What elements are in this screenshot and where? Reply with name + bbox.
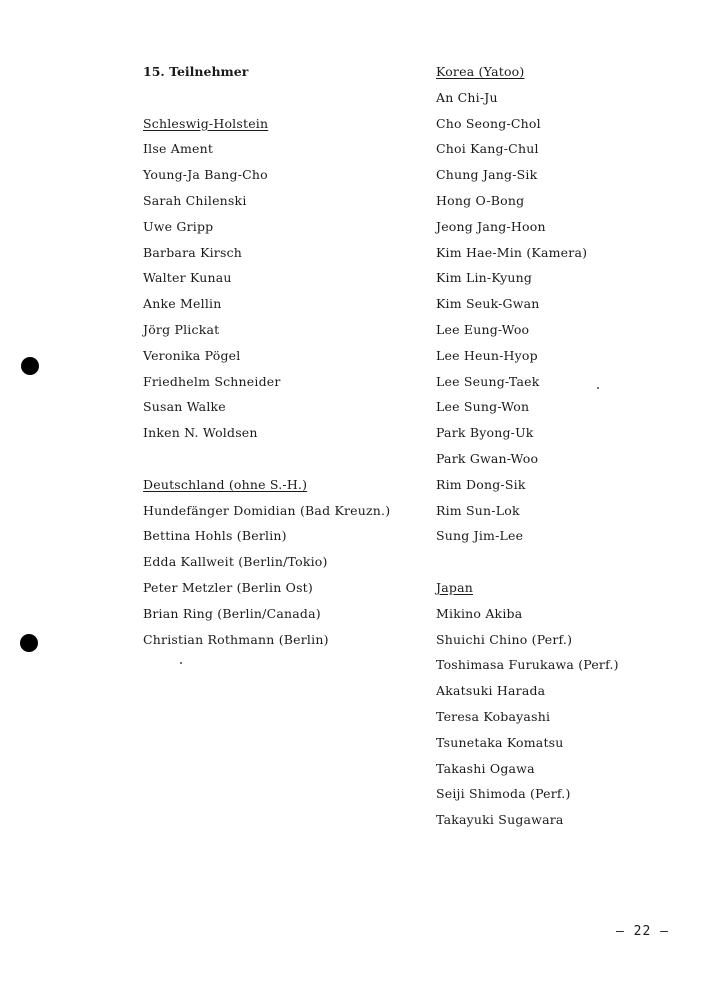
- participant-name: Friedhelm Schneider: [143, 373, 281, 389]
- participant-name: Cho Seong-Chol: [436, 115, 541, 131]
- participant-name: Lee Heun-Hyop: [436, 347, 538, 363]
- participant-name: Veronika Pögel: [143, 347, 241, 363]
- participant-name: Anke Mellin: [143, 296, 222, 312]
- punch-hole: [21, 357, 39, 375]
- participant-name: Jeong Jang-Hoon: [436, 218, 546, 234]
- participant-name: An Chi-Ju: [436, 89, 498, 105]
- participant-name: Hundefänger Domidian (Bad Kreuzn.): [143, 502, 391, 518]
- participant-name: Rim Sun-Lok: [436, 502, 520, 518]
- participant-name: Ilse Ament: [143, 141, 214, 157]
- participant-name: Bettina Hohls (Berlin): [143, 528, 287, 544]
- participant-name: Mikino Akiba: [436, 605, 523, 621]
- participant-name: Choi Kang-Chul: [436, 141, 539, 157]
- spacer: [143, 89, 413, 115]
- scan-speck: [180, 662, 182, 664]
- participant-name: Lee Sung-Won: [436, 399, 530, 415]
- participant-name: Park Gwan-Woo: [436, 450, 539, 466]
- participant-name: Young-Ja Bang-Cho: [143, 167, 268, 183]
- participant-name: Chung Jang-Sik: [436, 167, 538, 183]
- participant-name: Lee Eung-Woo: [436, 321, 530, 337]
- participant-name: Rim Dong-Sik: [436, 476, 526, 492]
- spacer: [436, 553, 696, 579]
- participant-name: Hong O-Bong: [436, 192, 525, 208]
- punch-hole: [20, 634, 38, 652]
- participant-name: Edda Kallweit (Berlin/Tokio): [143, 554, 328, 570]
- spacer: [143, 450, 413, 476]
- participant-name: Toshimasa Furukawa (Perf.): [436, 657, 619, 673]
- participant-name: Susan Walke: [143, 399, 226, 415]
- participant-name: Christian Rothmann (Berlin): [143, 631, 329, 647]
- section-title-korea: Korea (Yatoo): [436, 64, 525, 79]
- page-heading: 15. Teilnehmer: [143, 64, 249, 79]
- participant-name: Sarah Chilenski: [143, 192, 247, 208]
- participant-name: Seiji Shimoda (Perf.): [436, 786, 571, 802]
- participant-name: Park Byong-Uk: [436, 425, 534, 441]
- participant-name: Jörg Plickat: [143, 321, 220, 337]
- participant-name: Barbara Kirsch: [143, 244, 243, 260]
- participant-name: Takayuki Sugawara: [436, 812, 564, 828]
- participant-name: Brian Ring (Berlin/Canada): [143, 605, 321, 621]
- left-column: [143, 63, 413, 656]
- participant-name: Akatsuki Harada: [436, 683, 546, 699]
- participant-name: Takashi Ogawa: [436, 760, 535, 776]
- participant-name: Peter Metzler (Berlin Ost): [143, 579, 313, 595]
- participant-name: Tsunetaka Komatsu: [436, 734, 564, 750]
- participant-name: Inken N. Woldsen: [143, 425, 258, 441]
- participant-name: Kim Lin-Kyung: [436, 270, 533, 286]
- participant-name: Teresa Kobayashi: [436, 708, 551, 724]
- participant-name: Uwe Gripp: [143, 218, 214, 234]
- section-title-japan: Japan: [436, 579, 473, 595]
- participant-name: Kim Hae-Min (Kamera): [436, 244, 588, 260]
- section-title-deutschland: Deutschland (ohne S.-H.): [143, 476, 308, 492]
- section-title-schleswig-holstein: Schleswig-Holstein: [143, 115, 269, 131]
- participant-name: Shuichi Chino (Perf.): [436, 631, 573, 647]
- right-column: [436, 63, 696, 837]
- participant-name: Kim Seuk-Gwan: [436, 296, 540, 312]
- participant-name: Walter Kunau: [143, 270, 232, 286]
- participant-name: Sung Jim-Lee: [436, 528, 524, 544]
- page-number: – 22 –: [616, 924, 669, 939]
- participant-name: Lee Seung-Taek: [436, 373, 540, 389]
